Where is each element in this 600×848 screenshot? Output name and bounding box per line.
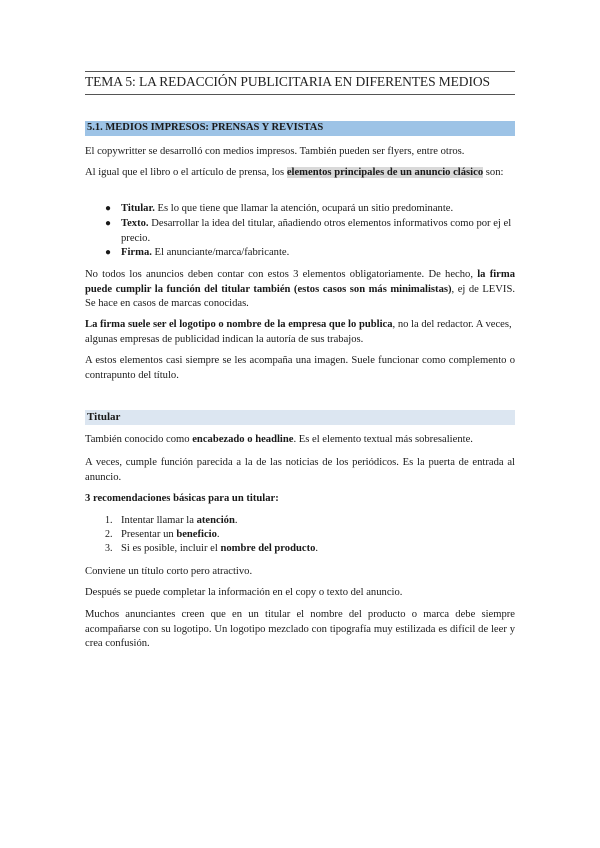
paragraph: Conviene un título corto pero atractivo. bbox=[85, 566, 253, 577]
paragraph: Al igual que el libro o el artículo de prensa, los elementos principales de un anuncio clásico son: bbox=[85, 167, 504, 178]
page-title: TEMA 5: LA REDACCIÓN PUBLICITARIA EN DIFERENTES MEDIOS bbox=[85, 74, 490, 89]
paragraph: Muchos anunciantes creen que en un titular el nombre del producto o marca debe siempre acompañarse con su logotipo. Un logotipo mezclado con tipografía muy estilizada es difícil de leer y crea confusión. bbox=[85, 609, 515, 649]
section-heading-titular bbox=[85, 410, 515, 425]
section-heading-medios-impresos bbox=[85, 121, 515, 136]
list-number: 1. bbox=[105, 515, 113, 526]
paragraph: El copywritter se desarrolló con medios impresos. También pueden ser flyers, entre otros. bbox=[85, 146, 465, 157]
paragraph: A veces, cumple función parecida a la de las noticias de los periódicos. Es la puerta de entrada al anuncio. bbox=[85, 457, 515, 483]
title-rule-bottom bbox=[85, 94, 515, 95]
highlight-text: elementos principales de un anuncio clásico bbox=[286, 167, 484, 178]
list-number: 3. bbox=[105, 543, 113, 554]
paragraph: También conocido como encabezado o headline. Es el elemento textual más sobresaliente. bbox=[85, 434, 473, 445]
section-heading-text: Titular bbox=[87, 411, 121, 423]
paragraph: No todos los anuncios deben contar con estos 3 elementos obligatoriamente. De hecho, la firma puede cumplir la función del titular también (estos casos son más minimalistas), ej de LEVIS. Se hace en casos de marcas conocidas. bbox=[85, 269, 516, 309]
bullet-icon: ● bbox=[105, 247, 112, 258]
section-heading-text: 5.1. MEDIOS IMPRESOS: PRENSAS Y REVISTAS bbox=[87, 122, 324, 133]
bullet-icon: ● bbox=[105, 218, 112, 229]
paragraph: La firma suele ser el logotipo o nombre de la empresa que lo publica, no la del redactor. A veces, algunas empresas de publicidad indican la autoría de sus trabajos. bbox=[85, 319, 512, 345]
list-number: 2. bbox=[105, 529, 113, 540]
bullet-icon: ● bbox=[105, 203, 112, 214]
paragraph: A estos elementos casi siempre se les acompaña una imagen. Suele funcionar como complemento o contrapunto del título. bbox=[85, 355, 515, 381]
paragraph: 3 recomendaciones básicas para un titular: bbox=[85, 493, 279, 504]
paragraph: Después se puede completar la información en el copy o texto del anuncio. bbox=[85, 587, 403, 598]
title-rule-top bbox=[85, 71, 515, 72]
